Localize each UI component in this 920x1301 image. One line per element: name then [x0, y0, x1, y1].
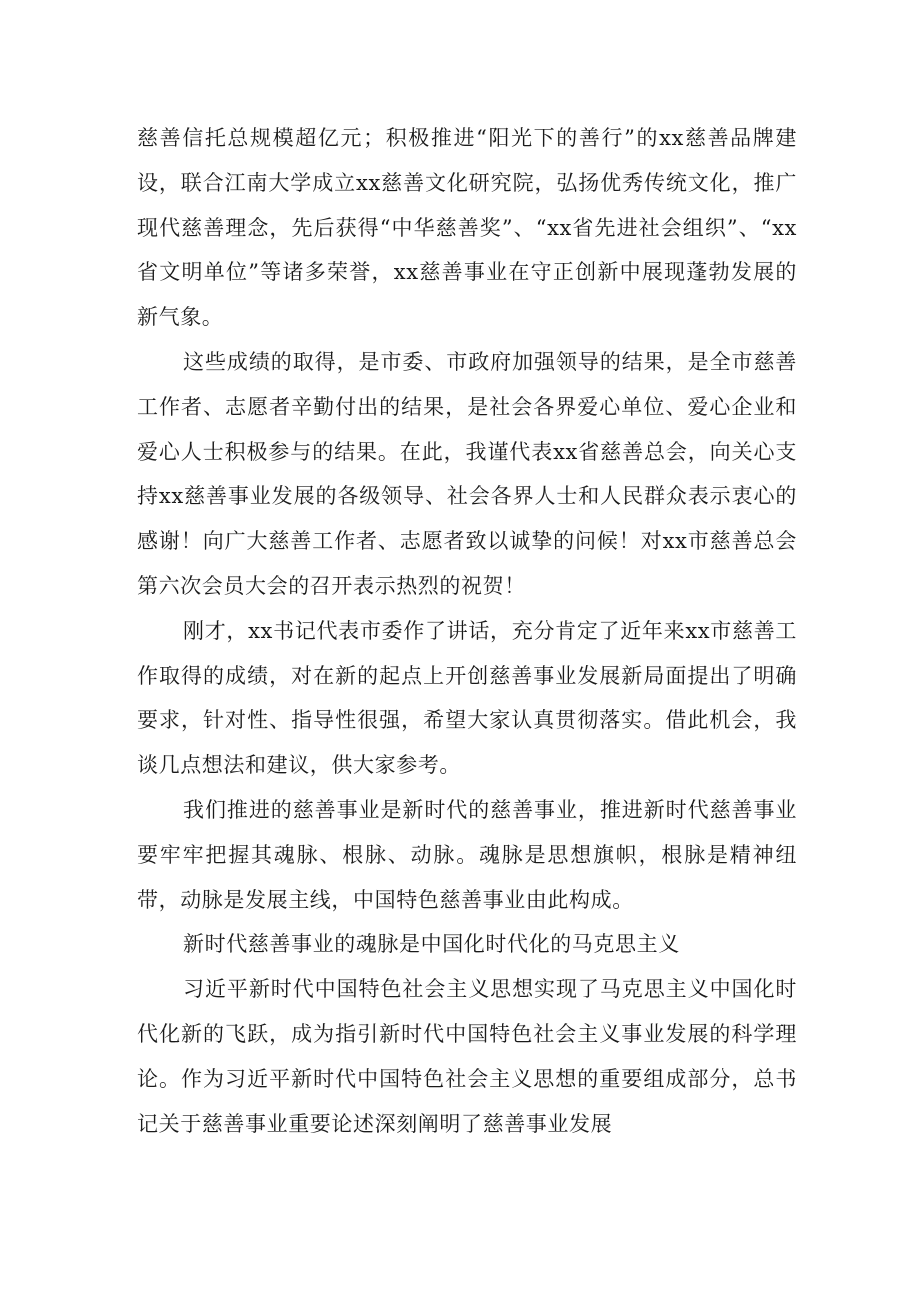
paragraph-secretary-speech: 刚才，xx书记代表市委作了讲话，充分肯定了近年来xx市慈善工作取得的成绩，对在新的起点上开创慈善事业发展新局面提出了明确要求，针对性、指导性很强，希望大家认真贯彻落实。借此机会，我谈几点想法和建议，供大家参考。: [137, 618, 797, 778]
paragraph-achievements: 这些成绩的取得，是市委、市政府加强领导的结果，是全市慈善工作者、志愿者辛勤付出的结果，是社会各界爱心单位、爱心企业和爱心人士积极参与的结果。在此，我谨代表xx省慈善总会，向关心支持xx慈善事业发展的各级领导、社会各界人士和人民群众表示衷心的感谢！向广大慈善工作者、志愿者致以诚挚的问候！对xx市慈善总会第六次会员大会的召开表示热烈的祝贺！: [137, 349, 797, 598]
section-heading: 新时代慈善事业的魂脉是中国化时代化的马克思主义: [183, 932, 680, 957]
document-body: [137, 116, 797, 1146]
paragraph-xi-thought: 习近平新时代中国特色社会主义思想实现了马克思主义中国化时代化新的飞跃，成为指引新时代中国特色社会主义事业发展的科学理论。作为习近平新时代中国特色社会主义思想的重要组成部分，总书记关于慈善事业重要论述深刻阐明了慈善事业发展: [137, 977, 797, 1136]
paragraph-three-veins: 我们推进的慈善事业是新时代的慈善事业，推进新时代慈善事业要牢牢把握其魂脉、根脉、动脉。魂脉是思想旗帜，根脉是精神纽带，动脉是发展主线，中国特色慈善事业由此构成。: [137, 797, 797, 912]
paragraph-continuation: 慈善信托总规模超亿元；积极推进“阳光下的善行”的xx慈善品牌建设，联合江南大学成立xx慈善文化研究院，弘扬优秀传统文化，推广现代慈善理念，先后获得“中华慈善奖”、“xx省先进社会组织”、“xx省文明单位”等诸多荣誉，xx慈善事业在守正创新中展现蓬勃发展的新气象。: [137, 126, 797, 330]
